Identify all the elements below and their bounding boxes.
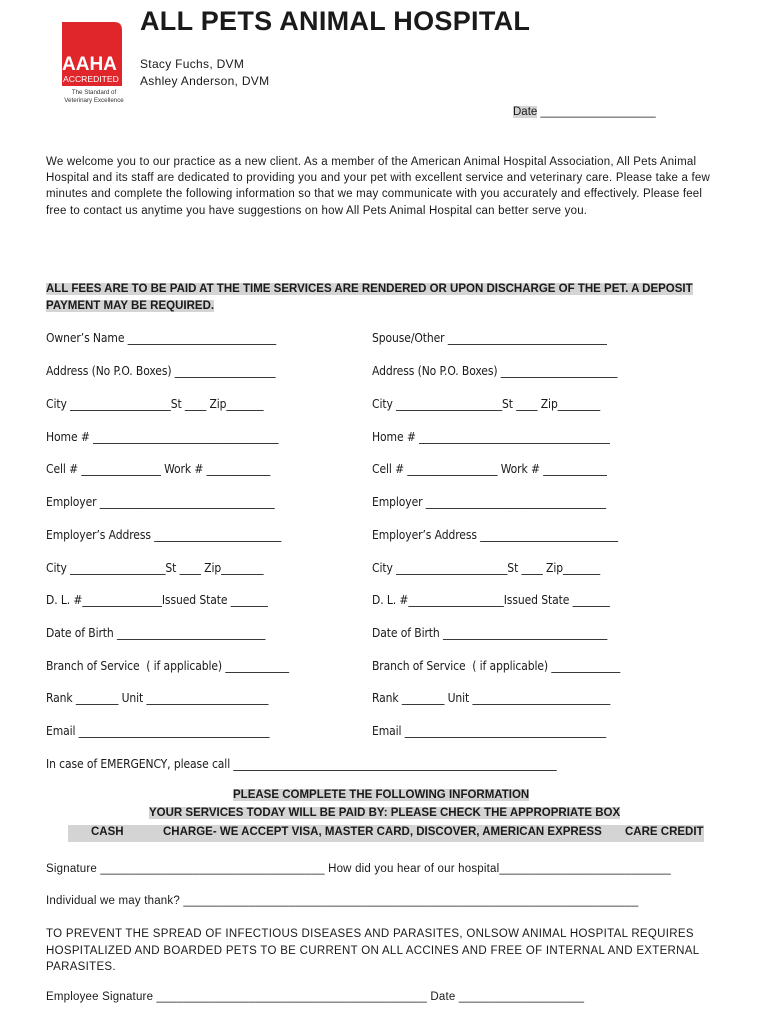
payment-heading-1: PLEASE COMPLETE THE FOLLOWING INFORMATION [233, 789, 530, 801]
spouse-address-field[interactable]: Address (No P.O. Boxes) ______________________ [372, 364, 618, 378]
spouse-employer-city-field[interactable]: City _____________________St ____ Zip_______ [372, 561, 601, 575]
owner-drivers-license-field[interactable]: D. L. #_______________Issued State _______ [46, 593, 268, 607]
logo-tagline-2: Veterinary Excellence [64, 97, 124, 104]
logo-tagline-1: The Standard of [71, 89, 117, 96]
owner-rank-unit-field[interactable]: Rank ________ Unit _______________________ [46, 691, 269, 705]
date-field[interactable] [513, 106, 656, 118]
logo-accredited: ACCREDITED [63, 74, 119, 84]
owner-branch-of-service-field[interactable]: Branch of Service ( if applicable) ____________ [46, 659, 289, 673]
parasites-notice: TO PREVENT THE SPREAD OF INFECTIOUS DISEASES AND PARASITES, ONLSOW ANIMAL HOSPITAL REQUIRES HOSPITALIZED AND BOARDED PETS TO BE CURRENT ON ALL ACCINES AND FREE OF INTERNAL AND EXTERNAL PARASITES. [46, 928, 700, 973]
spouse-employer-address-field[interactable]: Employer’s Address __________________________ [372, 528, 618, 542]
date-label: Date [513, 106, 538, 118]
owner-cell-work-field[interactable]: Cell # _______________ Work # ____________ [46, 462, 271, 476]
owner-birth-date-field[interactable]: Date of Birth ____________________________ [46, 626, 266, 640]
employee-signature-field[interactable]: Employee Signature _________________________________________ Date ___________________ [46, 991, 585, 1003]
spouse-home-phone-field[interactable]: Home # ____________________________________ [372, 430, 610, 444]
spouse-branch-of-service-field[interactable]: Branch of Service ( if applicable) _____________ [372, 659, 621, 673]
payment-option-charge[interactable]: CHARGE- WE ACCEPT VISA, MASTER CARD, DISCOVER, AMERICAN EXPRESS [163, 826, 602, 838]
intro-paragraph: We welcome you to our practice as a new client. As a member of the American Animal Hospital Association, All Pets Animal Hospital and its staff are dedicated to providing you and your pet with excellent service and veterinary care. Please take a few minutes and complete the following information so that we may communicate with you accurately and effectively. Please feel free to contact us anytime you have suggestions on how All Pets Animal Hospital can better serve you. [46, 156, 710, 217]
owner-city-field[interactable]: City ___________________St ____ Zip_______ [46, 397, 264, 411]
owner-email-field[interactable]: Email ____________________________________ [46, 724, 270, 738]
fees-notice [46, 281, 706, 315]
spouse-name-field[interactable]: Spouse/Other ______________________________ [372, 331, 607, 345]
spouse-rank-unit-field[interactable]: Rank ________ Unit __________________________ [372, 691, 611, 705]
logo-brand: AAHA [62, 54, 117, 75]
spouse-email-field[interactable]: Email ______________________________________ [372, 724, 607, 738]
owner-employer-city-field[interactable]: City __________________St ____ Zip________ [46, 561, 264, 575]
owner-home-phone-field[interactable]: Home # ___________________________________ [46, 430, 279, 444]
doctor-name-1: Stacy Fuchs, DVM [140, 57, 245, 71]
spouse-employer-field[interactable]: Employer __________________________________ [372, 495, 606, 509]
aaha-accredited-logo [58, 18, 128, 108]
emergency-contact-field[interactable]: In case of EMERGENCY, please call _____________________________________________________________ [46, 757, 557, 771]
signature-referral-field[interactable]: Signature __________________________________ How did you hear of our hospital__________________________ [46, 863, 671, 875]
payment-option-cash[interactable]: CASH [91, 826, 124, 838]
owner-name-field[interactable]: Owner’s Name ____________________________ [46, 331, 277, 345]
hospital-title: ALL PETS ANIMAL HOSPITAL [140, 6, 531, 36]
payment-option-care-credit[interactable]: CARE CREDIT [625, 826, 704, 838]
owner-employer-address-field[interactable]: Employer’s Address ________________________ [46, 528, 282, 542]
spouse-city-field[interactable]: City ____________________St ____ Zip________ [372, 397, 601, 411]
fees-notice-text: ALL FEES ARE TO BE PAID AT THE TIME SERVICES ARE RENDERED OR UPON DISCHARGE OF THE PET. A DEPOSIT PAYMENT MAY BE REQUIRED. [46, 283, 693, 312]
payment-heading-2: YOUR SERVICES TODAY WILL BE PAID BY: PLEASE CHECK THE APPROPRIATE BOX [149, 807, 621, 819]
doctor-name-2: Ashley Anderson, DVM [140, 74, 270, 88]
spouse-cell-work-field[interactable]: Cell # _________________ Work # ____________ [372, 462, 607, 476]
individual-thank-field[interactable]: Individual we may thank? _____________________________________________________________________ [46, 895, 639, 907]
owner-employer-field[interactable]: Employer _________________________________ [46, 495, 275, 509]
spouse-drivers-license-field[interactable]: D. L. #__________________Issued State _______ [372, 593, 610, 607]
date-line: __________________ [537, 106, 656, 118]
spouse-birth-date-field[interactable]: Date of Birth _______________________________ [372, 626, 608, 640]
owner-address-field[interactable]: Address (No P.O. Boxes) ___________________ [46, 364, 276, 378]
